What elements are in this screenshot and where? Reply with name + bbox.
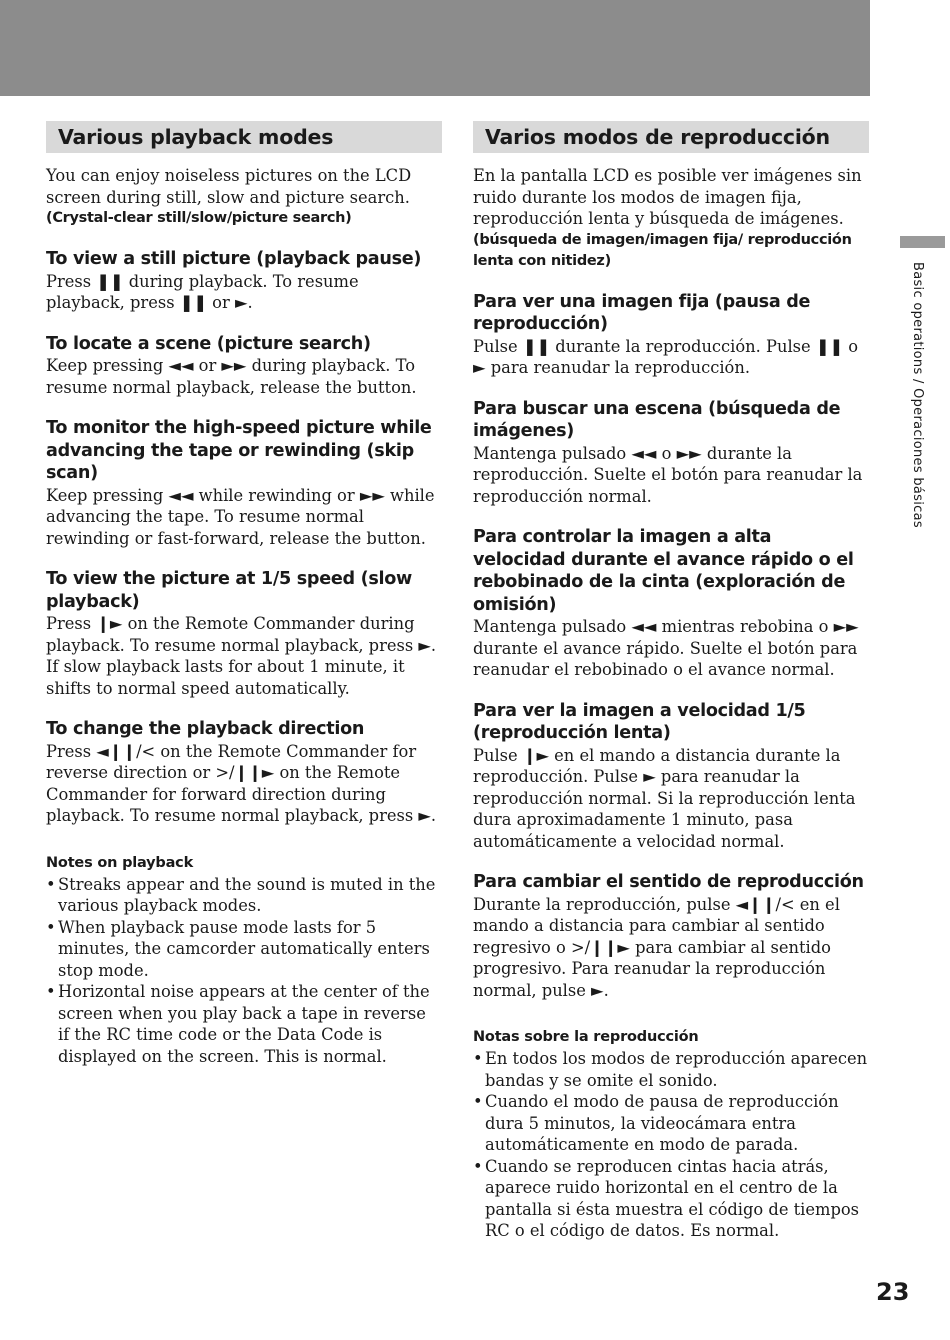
spanish-still-section [473,291,869,379]
spanish-still-heading: Para ver una imagen fija (pausa de reproducción) [473,291,811,334]
list-item: • When playback pause mode lasts for 5 minutes, the camcorder automatically enters stop mode. [46,917,442,982]
english-notes-list [46,874,442,1068]
list-item: • Cuando el modo de pausa de reproducción dura 5 minutos, la videocámara entra automáticamente en modo de parada. [473,1091,869,1156]
spanish-intro-note: (búsqueda de imagen/imagen fija/ reproducción lenta con nitidez) [473,231,852,269]
english-search-body: Keep pressing ◄◄ or ►► during playback. To resume normal playback, release the button. [46,356,417,397]
english-skip-scan-body: Keep pressing ◄◄ while rewinding or ►► while advancing the tape. To resume normal rewinding or fast-forward, release the button. [46,485,435,548]
spanish-intro: En la pantalla LCD es posible ver imágenes sin ruido durante los modos de imagen fija, reproducción lenta y búsqueda de imágenes. [473,166,862,228]
spanish-search-heading: Para buscar una escena (búsqueda de imágenes) [473,398,841,441]
list-item: • En todos los modos de reproducción aparecen bandas y se omite el sonido. [473,1048,869,1091]
spanish-notes-title: Notas sobre la reproducción [473,1029,699,1045]
spanish-slow-body: Pulse ❙► en el mando a distancia durante la reproducción. Pulse ► para reanudar la reproducción normal. Si la reproducción lenta dura aproximadamente 1 minuto, pasa automáticamente a velocidad normal. [473,745,856,851]
english-intro: You can enjoy noiseless pictures on the LCD screen during still, slow and picture search. [46,166,412,207]
english-skip-scan-heading: To monitor the high-speed picture while advancing the tape or rewinding (skip scan) [46,418,432,483]
spanish-skip-scan-heading: Para controlar la imagen a alta velocidad durante el avance rápido o el rebobinado de la cinta (exploración de omisión) [473,527,854,615]
list-item: • Cuando se reproducen cintas hacia atrás, aparece ruido horizontal en el centro de la pantalla si ésta muestra el código de tiempos RC o el código de datos. Es normal. [473,1156,869,1242]
english-skip-scan-section [46,417,442,549]
spanish-notes-list [473,1048,869,1242]
page-number: 23 [876,1278,910,1306]
english-direction-heading: To change the playback direction [46,719,365,739]
english-notes-title: Notes on playback [46,854,194,871]
spanish-direction-section [473,871,869,1001]
side-section-label: Basic operations / Operaciones básicas [910,262,925,528]
header-bar [0,0,870,96]
spanish-column [473,121,869,1242]
spanish-still-body: Pulse ❚❚ durante la reproducción. Pulse ❚❚ o ► para reanudar la reproducción. [473,336,859,377]
section-tab-marker [900,236,945,248]
spanish-direction-heading: Para cambiar el sentido de reproducción [473,872,864,892]
spanish-slow-section [473,700,869,853]
spanish-slow-heading: Para ver la imagen a velocidad 1/5 (reproducción lenta) [473,700,806,743]
english-section-title: Various playback modes [46,121,442,153]
english-direction-section [46,718,442,827]
english-still-body: Press ❚❚ during playback. To resume playback, press ❚❚ or ►. [46,271,359,312]
list-item: • Streaks appear and the sound is muted in the various playback modes. [46,874,442,917]
spanish-search-section [473,398,869,508]
english-still-section [46,248,442,314]
english-column [46,121,442,1067]
english-slow-section [46,568,442,699]
spanish-skip-scan-section [473,526,869,681]
spanish-direction-body: Durante la reproducción, pulse ◄❙❙/< en el mando a distancia para cambiar al sentido regresivo o >/❙❙► para cambiar al sentido progresivo. Para reanudar la reproducción normal, pulse ►. [473,894,840,1000]
list-item: • Horizontal noise appears at the center of the screen when you play back a tape in reverse if the RC time code or the Data Code is displayed on the screen. This is normal. [46,981,442,1067]
spanish-search-body: Mantenga pulsado ◄◄ o ►► durante la reproducción. Suelte el botón para reanudar la reproducción normal. [473,443,863,506]
english-direction-body: Press ◄❙❙/< on the Remote Commander for reverse direction or >/❙❙► on the Remote Commander for forward direction during playback. To resume normal playback, press ►. [46,741,437,825]
english-still-heading: To view a still picture (playback pause) [46,249,422,269]
english-search-section [46,333,442,399]
spanish-section-title: Varios modos de reproducción [473,121,869,153]
english-intro-note: (Crystal-clear still/slow/picture search) [46,210,352,226]
english-slow-body: Press ❙► on the Remote Commander during playback. To resume normal playback, press ►. If slow playback lasts for about 1 minute, it shifts to normal speed automatically. [46,614,437,698]
spanish-skip-scan-body: Mantenga pulsado ◄◄ mientras rebobina o ►► durante el avance rápido. Suelte el botón para reanudar el rebobinado o el avance normal. [473,617,859,679]
english-slow-heading: To view the picture at 1/5 speed (slow playback) [46,569,412,612]
english-search-heading: To locate a scene (picture search) [46,333,371,354]
